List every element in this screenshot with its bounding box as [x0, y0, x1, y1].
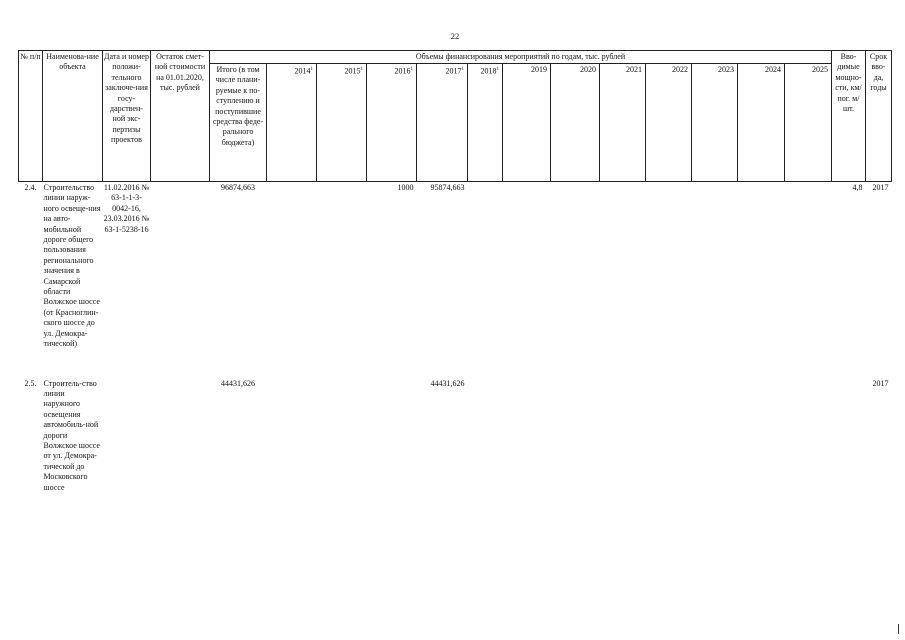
row-year-value: [468, 182, 503, 378]
row-year-value: 1000: [397, 183, 414, 192]
row-date: [103, 378, 151, 518]
row-year-value: 44431,626: [430, 378, 465, 388]
col-header-date: Дата и номер положи-тельного заключе-ния госу-дарствен-ной экс-пертизы проектов: [103, 51, 151, 182]
year-footnote-mark: 1: [410, 67, 413, 72]
financing-table: [18, 50, 892, 518]
col-header-year: 2019: [503, 64, 551, 182]
col-header-deadline: Срок вво-да, годы: [866, 51, 892, 182]
year-footnote-mark: 1: [310, 67, 313, 72]
year-footnote-mark: 1: [461, 67, 464, 72]
row-year-value: [551, 378, 600, 518]
row-no: 2.4.: [24, 183, 37, 192]
row-capacity: 4,8: [852, 183, 863, 192]
row-total: 96874,663: [221, 183, 255, 192]
row-deadline: 2017: [872, 183, 889, 192]
row-year-value: [317, 182, 367, 378]
col-header-year: 2024: [738, 64, 785, 182]
col-header-remainder: Остаток смет-ной стоимости на 01.01.2020, тыс. рублей: [151, 51, 210, 182]
row-year-value: [785, 378, 832, 518]
row-year-value: [600, 378, 646, 518]
col-header-year: 2025: [785, 64, 832, 182]
col-header-no: № п/п: [19, 51, 43, 182]
row-year-value: [551, 182, 600, 378]
row-date: 11.02.2016 № 63-1-1-3-0042-16, 23.03.2016 № 63-1-5238-16: [103, 183, 150, 234]
col-header-year: 2022: [646, 64, 692, 182]
year-footnote-mark: 1: [496, 67, 499, 72]
row-year-value: [468, 378, 503, 518]
row-deadline: 2017: [872, 378, 889, 388]
row-year-value: [785, 182, 832, 378]
col-header-year: 2023: [692, 64, 738, 182]
row-year-value: [503, 182, 551, 378]
row-year-value: [503, 378, 551, 518]
row-year-value: [267, 182, 317, 378]
row-remainder: [151, 378, 210, 518]
row-name: Строитель-ство линии наружного освещения автомобиль-ной дороги Волжское шоссе от ул. Демокра-тической до Московского шоссе: [43, 378, 100, 492]
row-total: 44431,626: [221, 378, 255, 388]
col-header-year: 2016$^1$: [367, 64, 417, 182]
row-year-value: [367, 378, 417, 518]
row-year-value: [600, 182, 646, 378]
year-footnote-mark: 1: [360, 67, 363, 72]
col-header-year: 2015$^1$: [317, 64, 367, 182]
row-year-value: [646, 182, 692, 378]
page-edge-mark: [898, 624, 899, 634]
col-header-year: 2020: [551, 64, 600, 182]
col-header-funding-group: Объемы финансирования мероприятий по годам, тыс. рублей: [210, 51, 832, 64]
page-number: 22: [450, 31, 460, 41]
row-no: 2.5.: [24, 378, 37, 388]
table-row: [19, 378, 892, 518]
col-header-year: 2017$^1$: [417, 64, 468, 182]
row-year-value: [738, 378, 785, 518]
col-header-year: 2021: [600, 64, 646, 182]
row-year-value: [692, 378, 738, 518]
col-header-year: 2014$^1$: [267, 64, 317, 182]
header-row-1: [19, 51, 892, 64]
row-capacity: [832, 378, 866, 518]
row-year-value: [646, 378, 692, 518]
row-name: Строительство линии наруж-ного освеще-ния на авто-мобильной дороге общего пользования регионального значения в Самарской области Волжское шоссе (от Красноглин-ского шоссе до ул. Демокра-тической): [43, 183, 101, 349]
table-row: [19, 182, 892, 378]
row-year-value: [692, 182, 738, 378]
col-header-total: Итого (в том числе плани-руемые к по-ступлению и поступившие средства феде-рального бюджета): [210, 64, 267, 182]
col-header-year: 2018$^1$: [468, 64, 503, 182]
col-header-name: Наименова-ние объекта: [43, 51, 103, 182]
row-year-value: 95874,663: [430, 183, 465, 192]
row-year-value: [738, 182, 785, 378]
row-year-value: [317, 378, 367, 518]
col-header-capacity: Вво-димые мощно-сти, км/ пог. м/шт.: [832, 51, 866, 182]
row-remainder: [151, 182, 210, 378]
row-year-value: [267, 378, 317, 518]
